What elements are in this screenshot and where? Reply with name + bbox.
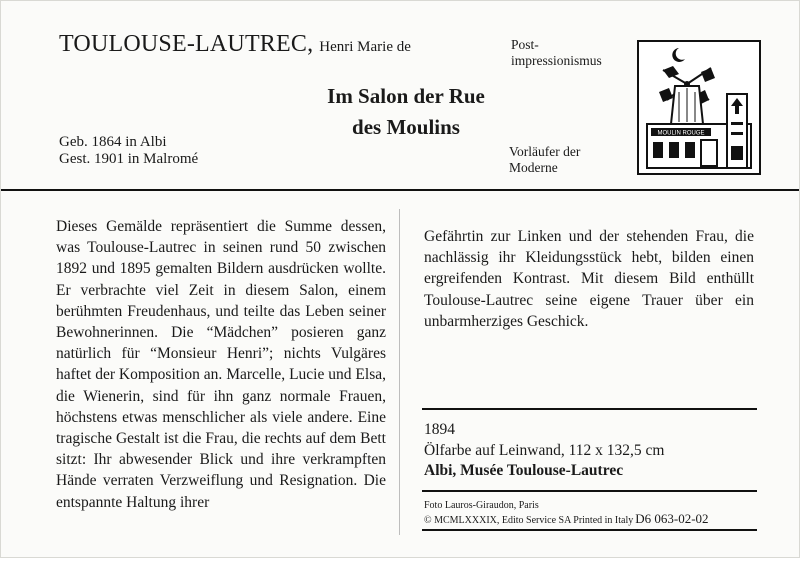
title-line-1: Im Salon der Rue [327,84,485,108]
artist-given-names: Henri Marie de [319,39,411,55]
death-info: Gest. 1901 in Malromé [59,151,199,167]
painting-title [261,81,551,143]
photo-credit: Foto Lauros-Giraudon, Paris [424,500,539,511]
precursor-note [509,144,580,176]
artwork-location: Albi, Musée Toulouse-Lautrec [424,462,624,479]
artwork-year: 1894 [424,421,455,438]
artist-surname: TOULOUSE-LAUTREC, [59,31,314,57]
art-movement-line-1: Post- [511,37,539,52]
birth-info: Geb. 1864 in Albi [59,134,167,150]
precursor-line-1: Vorläufer der [509,144,581,159]
life-dates [59,134,198,168]
artwork-medium: Ölfarbe auf Leinwand, 112 x 132,5 cm [424,442,665,459]
art-movement [511,37,602,69]
windmill-icon [639,42,759,173]
logo-sign-text: MOULIN ROUGE [657,130,705,137]
info-rule-middle [422,490,757,492]
art-movement-line-2: impressionismus [511,53,602,68]
info-rule-bottom [422,529,757,531]
copyright-line [424,511,709,527]
description-text-right: Gefährtin zur Linken und der stehenden Frau, die nachlässig ihr Kleidungsstück hebt, bilden einen ergreifenden Kontrast. Mit diesem Bild enthüllt Toulouse-Lautrec seine eigene Trauer über ein unbarmherziges Geschick. [424,228,754,330]
header-divider [1,189,799,191]
column-divider [399,209,400,535]
title-line-2: des Moulins [352,115,460,139]
description-right-column [424,226,754,332]
description-text-left: Dieses Gemälde repräsentiert die Summe dessen, was Toulouse-Lautrec in seinen rund 50 zwischen 1892 und 1895 gemalten Bildern ausdrücken wollte. Er verbrachte viel Zeit in diesem Salon, einem berühmten Freudenhaus, und teilte das Leben seiner Bewohnerinnen. Die “Mädchen” posieren ganz natürlich für “Monsieur Henri”; nichts Vulgäres haftet der Komposition an. Marcelle, Lucie und Elsa, die Wienerin, sind für ihn ganz normale Frauen, höchstens etwas menschlicher als viele andere. Eine tragische Gestalt ist die Frau, die rechts auf dem Bett sitzt: Ihr abwesender Blick und ihre verkrampften Hände verraten Verzweiflung und Resignation. Die entspannte Haltung ihrer [56,218,386,511]
moulin-rouge-logo [637,40,761,175]
product-code: D6 063-02-02 [635,511,709,526]
copyright-text: © MCMLXXXIX, Edito Service SA Printed in Italy [424,515,634,526]
precursor-line-2: Moderne [509,160,558,175]
info-rule-top [422,408,757,410]
artist-name [59,31,411,58]
description-left-column [56,216,386,513]
